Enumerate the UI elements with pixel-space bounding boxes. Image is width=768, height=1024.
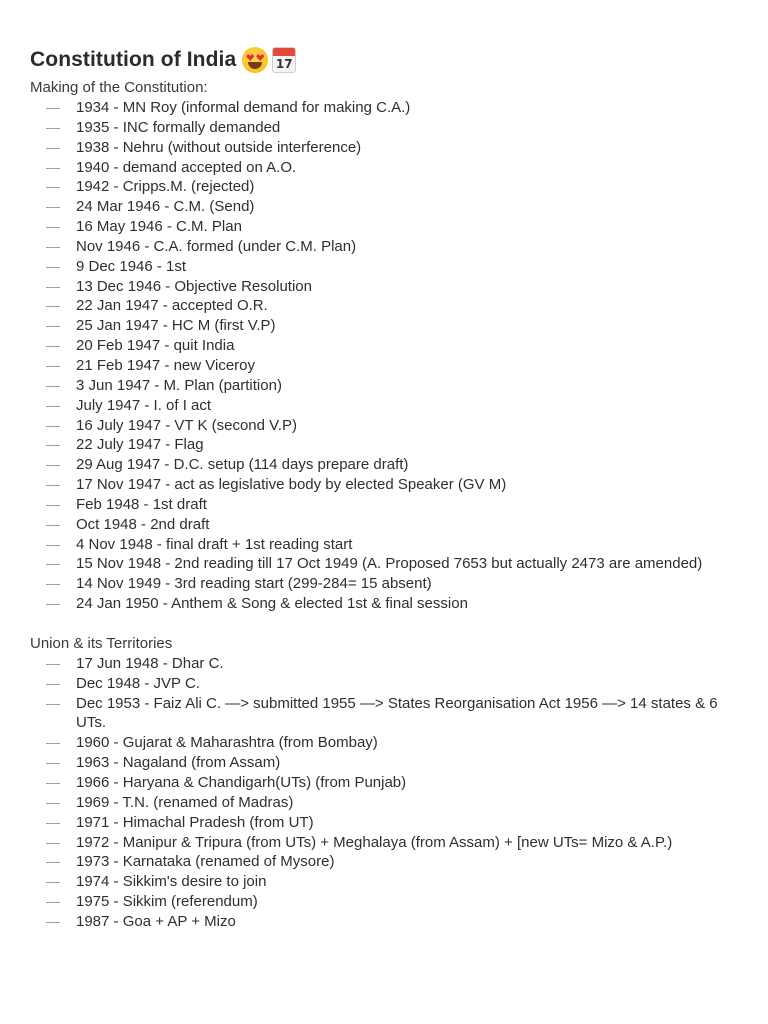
list-item-text: 1960 - Gujarat & Maharashtra (from Bombay) [76,734,378,752]
list-item[interactable] [30,257,738,277]
list-item-text: July 1947 - I. of I act [76,396,212,414]
list-item-text: 1972 - Manipur & Tripura (from UTs) + Meghalaya (from Assam) + [new UTs= Mizo & A.P.) [76,833,673,851]
dash-bullet-icon: — [46,218,60,235]
dash-bullet-icon: — [46,317,60,334]
dash-bullet-icon: — [46,476,60,493]
list-item-text: 1942 - Cripps.M. (rejected) [76,178,255,196]
list-item-text: 22 Jan 1947 - accepted O.R. [76,297,268,315]
title-row [30,44,738,76]
list-item-text: Dec 1948 - JVP C. [76,674,200,692]
dash-bullet-icon: — [46,555,60,572]
dash-bullet-icon: — [46,833,60,850]
list-item[interactable] [30,356,738,376]
dash-bullet-icon: — [46,138,60,155]
list-item-text: 1969 - T.N. (renamed of Madras) [76,793,294,811]
list-item[interactable] [30,813,738,833]
list-item-text: 16 July 1947 - VT K (second V.P) [76,416,297,434]
list-item-text: 29 Aug 1947 - D.C. setup (114 days prepare draft) [76,456,409,474]
dash-bullet-icon: — [46,853,60,870]
dash-bullet-icon: — [46,535,60,552]
dash-bullet-icon: — [46,416,60,433]
note-title: Constitution of India [30,48,237,71]
list-item-text: 1987 - Goa + AP + Mizo [76,912,236,930]
list-item[interactable] [30,852,738,872]
list-item[interactable] [30,674,738,694]
list-item[interactable] [30,892,738,912]
list-item[interactable] [30,793,738,813]
dash-bullet-icon: — [46,495,60,512]
list-item-text: 17 Nov 1947 - act as legislative body by elected Speaker (GV M) [76,476,507,494]
list-item-text: 1938 - Nehru (without outside interference) [76,138,362,156]
list-item-text: 13 Dec 1946 - Objective Resolution [76,277,312,295]
list-item-text: 14 Nov 1949 - 3rd reading start (299-284= 15 absent) [76,575,432,593]
dash-bullet-icon: — [46,793,60,810]
section-heading: Making of the Constitution: [30,79,208,96]
list-item[interactable] [30,296,738,316]
list-item[interactable] [30,733,738,753]
list-item-text: 16 May 1946 - C.M. Plan [76,218,242,236]
dash-bullet-icon: — [46,277,60,294]
heart-eyes-emoji-icon [242,47,268,73]
dash-bullet-icon: — [46,198,60,215]
list-item[interactable] [30,654,738,674]
list-item[interactable] [30,554,738,574]
dash-bullet-icon: — [46,99,60,115]
dash-bullet-icon: — [46,337,60,354]
dash-bullet-icon: — [46,734,60,751]
list-item-text: 9 Dec 1946 - 1st [76,257,187,275]
list-item-text: 17 Jun 1948 - Dhar C. [76,654,224,672]
list-item-text: 15 Nov 1948 - 2nd reading till 17 Oct 1949 (A. Proposed 7653 but actually 2473 are amended) [76,555,703,573]
dash-bullet-icon: — [46,674,60,691]
list-item[interactable] [30,316,738,336]
list-item[interactable] [30,753,738,773]
list-item[interactable] [30,435,738,455]
list-item[interactable] [30,833,738,853]
list-item[interactable] [30,694,738,734]
dash-bullet-icon: — [46,237,60,254]
dash-bullet-icon: — [46,118,60,135]
list-item[interactable] [30,336,738,356]
dash-bullet-icon: — [46,297,60,314]
dash-bullet-icon: — [46,813,60,830]
dash-bullet-icon: — [46,158,60,175]
list-item-text: 1971 - Himachal Pradesh (from UT) [76,813,314,831]
dash-bullet-icon: — [46,396,60,413]
list-item-text: 22 July 1947 - Flag [76,436,204,454]
list-item[interactable] [30,98,738,118]
list-item-text: Dec 1953 - Faiz Ali C. —> submitted 1955 —> States Reorganisation Act 1956 —> 14 states & 6 UTs. [76,694,718,732]
list-item[interactable] [30,396,738,416]
list-item[interactable] [30,158,738,178]
section-heading: Union & its Territories [30,634,173,652]
list-item[interactable] [30,197,738,217]
dash-bullet-icon: — [46,774,60,790]
list-item[interactable] [30,376,738,396]
dash-bullet-icon: — [46,754,60,771]
list-item-text: 24 Mar 1946 - C.M. (Send) [76,198,255,216]
dash-bullet-icon: — [46,575,60,592]
dash-bullet-icon: — [46,356,60,373]
list-item-text: Feb 1948 - 1st draft [76,495,207,513]
dash-bullet-icon: — [46,436,60,453]
list-item-text: 3 Jun 1947 - M. Plan (partition) [76,376,282,394]
calendar-emoji-icon [272,47,296,73]
list-item[interactable] [30,574,738,594]
bullet-list [30,654,738,932]
list-item[interactable] [30,237,738,257]
section-making-of-constitution [30,78,738,614]
bullet-list [30,98,738,614]
list-item-text: 4 Nov 1948 - final draft + 1st reading start [76,535,353,553]
list-item[interactable] [30,872,738,892]
list-item[interactable] [30,475,738,495]
list-item-text: 1935 - INC formally demanded [76,118,281,136]
list-item-text: 1963 - Nagaland (from Assam) [76,754,281,772]
list-item-text: 20 Feb 1947 - quit India [76,337,235,355]
list-item[interactable] [30,773,738,793]
section-union-territories [30,634,738,932]
list-item[interactable] [30,515,738,535]
dash-bullet-icon: — [46,257,60,274]
list-item-text: 1966 - Haryana & Chandigarh(UTs) (from Punjab) [76,774,407,791]
list-item[interactable] [30,118,738,138]
list-item[interactable] [30,535,738,555]
dash-bullet-icon: — [46,873,60,890]
list-item-text: 1975 - Sikkim (referendum) [76,893,258,911]
dash-bullet-icon: — [46,912,60,929]
dash-bullet-icon: — [46,654,60,671]
dash-bullet-icon: — [46,694,60,711]
list-item-text: 1934 - MN Roy (informal demand for making C.A.) [76,99,411,116]
list-item[interactable] [30,177,738,197]
list-item-text: 1974 - Sikkim's desire to join [76,873,267,891]
list-item-text: 1973 - Karnataka (renamed of Mysore) [76,853,335,871]
list-item-text: 21 Feb 1947 - new Viceroy [76,356,255,374]
list-item[interactable] [30,495,738,515]
dash-bullet-icon: — [46,893,60,910]
dash-bullet-icon: — [46,595,60,612]
list-item-text: 24 Jan 1950 - Anthem & Song & elected 1st & final session [76,595,468,613]
list-item-text: 1940 - demand accepted on A.O. [76,158,297,176]
dash-bullet-icon: — [46,515,60,532]
calendar-day: 17 [275,57,293,71]
list-item[interactable] [30,455,738,475]
list-item[interactable] [30,217,738,237]
list-item[interactable] [30,138,738,158]
dash-bullet-icon: — [46,456,60,473]
dash-bullet-icon: — [46,376,60,393]
list-item-text: Oct 1948 - 2nd draft [76,515,210,533]
list-item-text: 25 Jan 1947 - HC M (first V.P) [76,317,276,335]
list-item-text: Nov 1946 - C.A. formed (under C.M. Plan) [76,237,357,255]
list-item[interactable] [30,594,738,614]
dash-bullet-icon: — [46,178,60,195]
list-item[interactable] [30,416,738,436]
list-item[interactable] [30,277,738,297]
list-item[interactable] [30,912,738,932]
